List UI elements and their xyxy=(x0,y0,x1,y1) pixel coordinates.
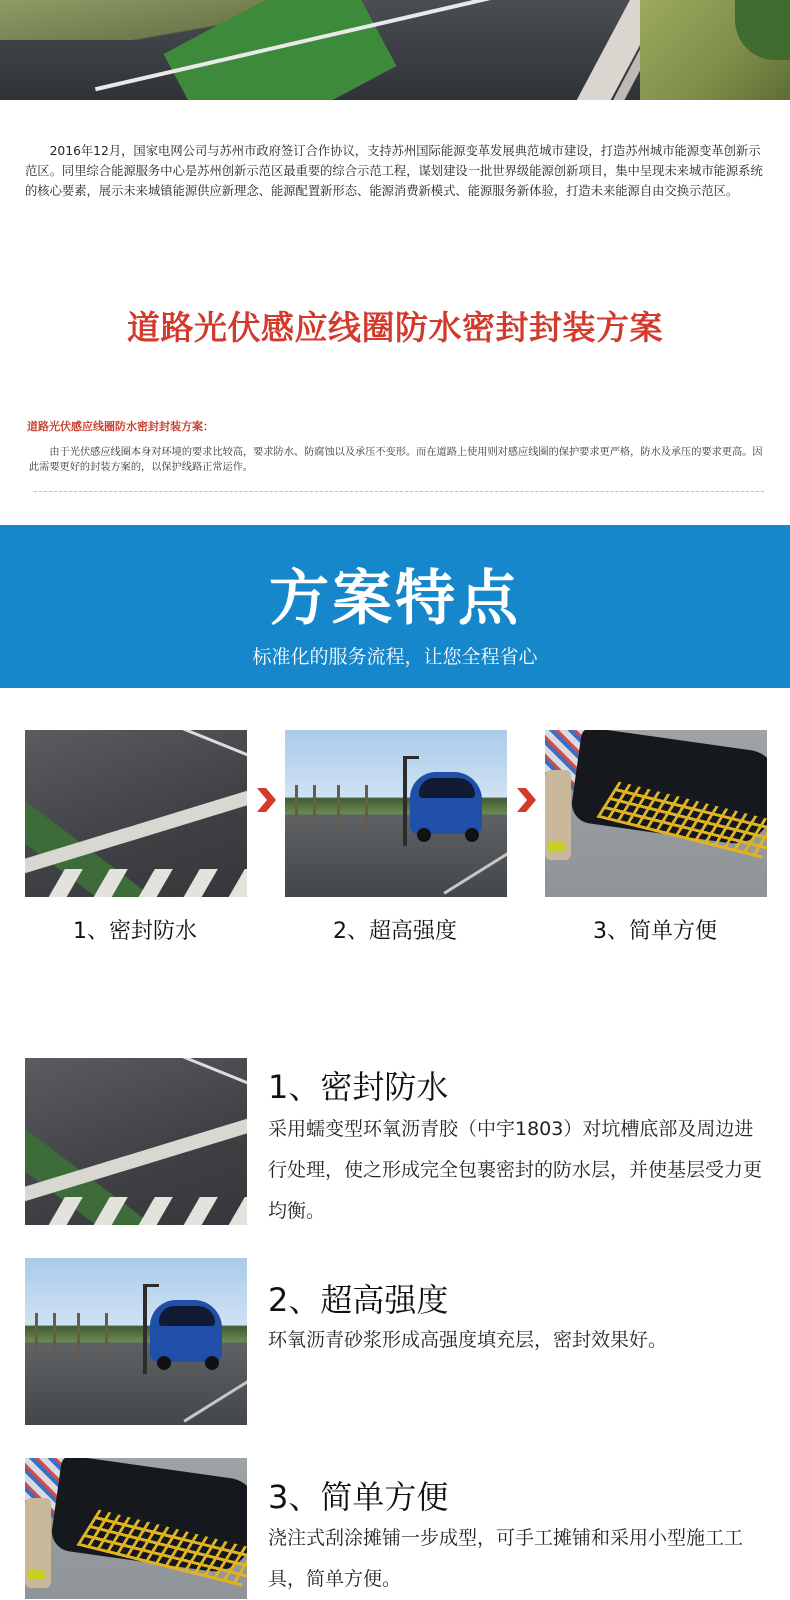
features-banner xyxy=(0,525,790,688)
feature-2-photo xyxy=(25,1258,247,1425)
feature-2-title: 2、超高强度 xyxy=(268,1281,449,1319)
step-label-1: 1、密封防水 xyxy=(73,919,197,944)
banner-subtitle: 标准化的服务流程，让您全程省心 xyxy=(252,646,538,668)
scheme-description: 由于光伏感应线圈本身对环境的要求比较高，要求防水、防腐蚀以及承压不变形。而在道路上使用则对感应线圈的保护要求更严格，防水及承压的要求更高。因此需要更好的封装方案的，以保护线路正常运作。 xyxy=(29,447,763,473)
feature-3-title: 3、简单方便 xyxy=(268,1478,449,1516)
chevron-right-icon xyxy=(254,788,278,812)
step-2-photo xyxy=(285,730,507,897)
feature-3-photo xyxy=(25,1458,247,1599)
step-label-2: 2、超高强度 xyxy=(333,919,457,944)
scheme-label: 道路光伏感应线圈防水密封封装方案： xyxy=(27,420,214,433)
feature-2-description: 环氧沥青砂浆形成高强度填充层，密封效果好。 xyxy=(268,1329,668,1351)
step-label-3: 3、简单方便 xyxy=(593,919,717,944)
feature-3-description: 浇注式刮涂摊铺一步成型，可手工摊铺和采用小型施工工具，简单方便。 xyxy=(268,1527,744,1590)
dashed-divider xyxy=(34,491,764,492)
intro-paragraph: 2016年12月，国家电网公司与苏州市政府签订合作协议，支持苏州国际能源变革发展典范城市建设，打造苏州城市能源变革创新示范区。同里综合能源服务中心是苏州创新示范区最重要的综合示范工程，谋划建设一批世界级能源创新项目，集中呈现未来城市能源系统的核心要素，展示未来城镇能源供应新理念、能源配置新形态、能源消费新模式、能源服务新体验，打造未来能源自由交换示范区。 xyxy=(25,144,763,198)
feature-1-title: 1、密封防水 xyxy=(268,1068,449,1106)
step-3-photo xyxy=(545,730,767,897)
banner-title: 方案特点 xyxy=(269,564,521,634)
page-title: 道路光伏感应线圈防水密封封装方案 xyxy=(127,309,663,346)
chevron-right-icon xyxy=(514,788,538,812)
feature-1-photo xyxy=(25,1058,247,1225)
hero-road-photo xyxy=(0,0,790,100)
feature-1-description: 采用蠕变型环氧沥青胶（中宇1803）对坑槽底部及周边进行处理，使之形成完全包裹密封的防水层，并使基层受力更均衡。 xyxy=(268,1118,763,1222)
step-1-photo xyxy=(25,730,247,897)
